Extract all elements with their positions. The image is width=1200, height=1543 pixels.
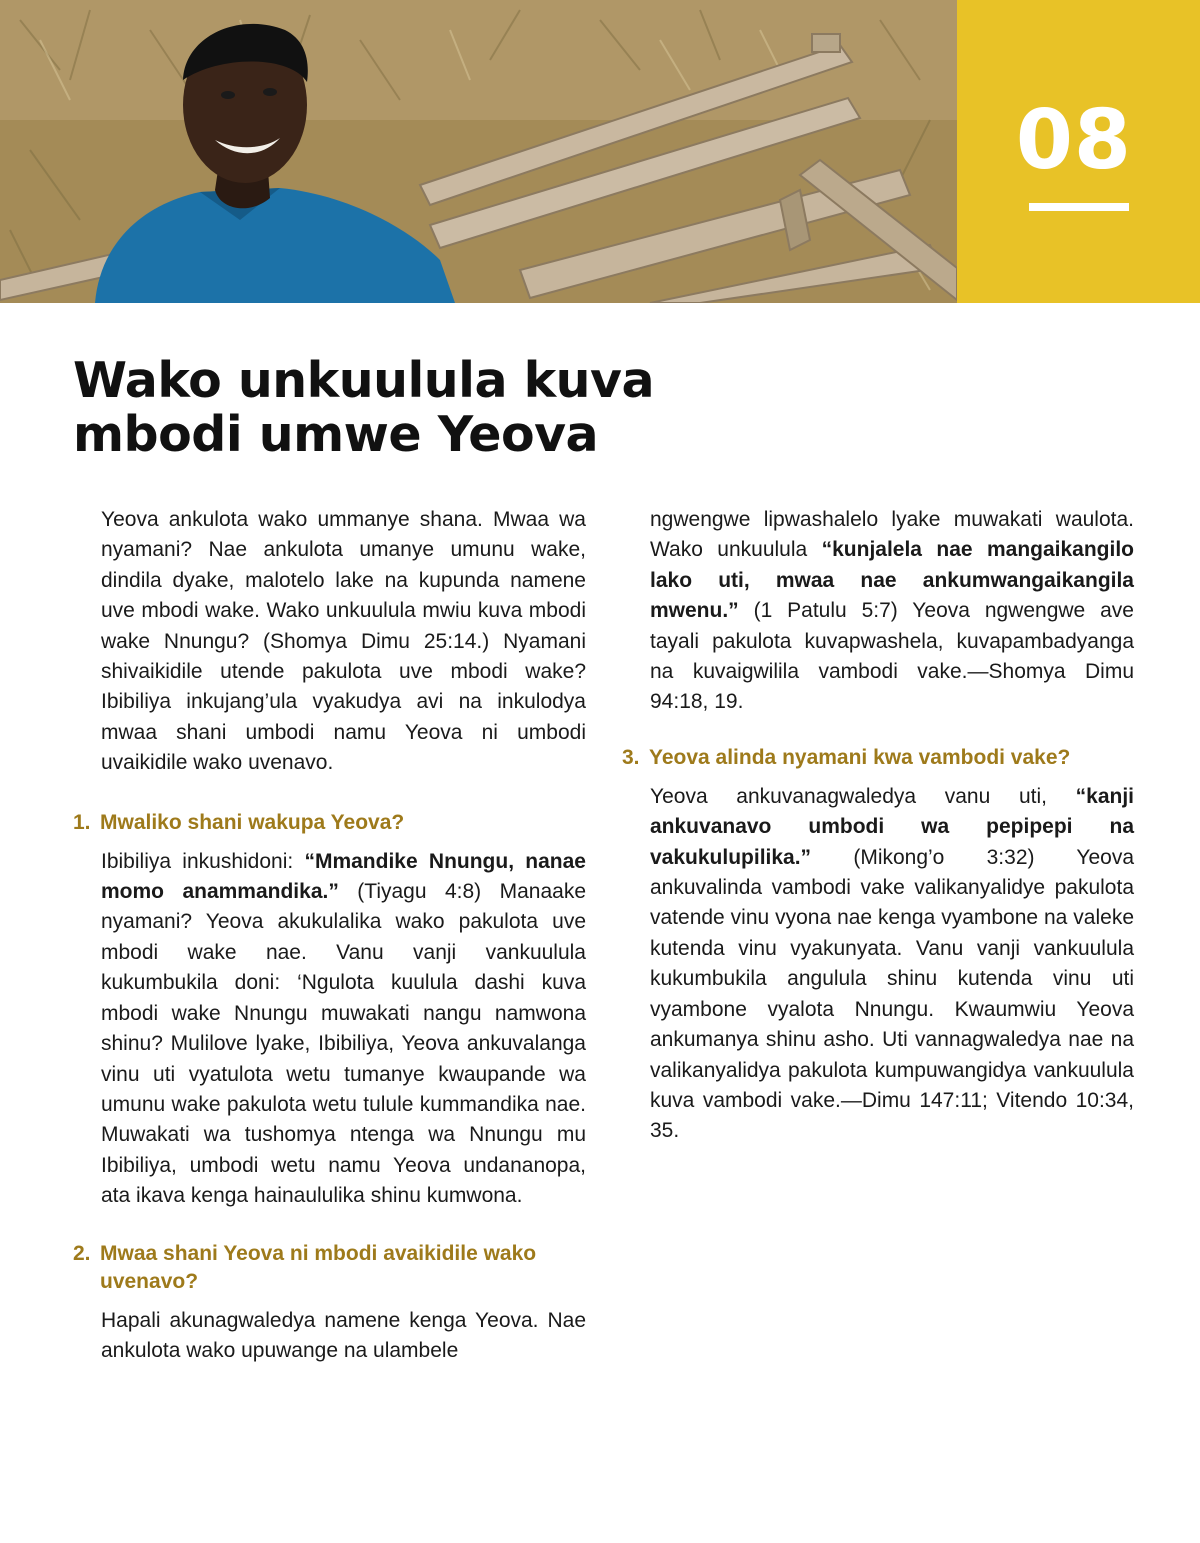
section2-number: 2. xyxy=(73,1241,91,1265)
section2-paragraph-start: Hapali akunagwaledya namene kenga Yeova. Nae ankulota wako upuwange na ulambele xyxy=(101,1308,586,1362)
section3-heading xyxy=(622,744,1134,772)
section3-text-after: (Mikong’o 3:32) Yeova ankuvalinda vambodi vake valikanyalidye pakulota vatende vinu vyona nae kenga vyambone na valeke kutenda vinu vyakunyata. Vanu vanji vankuulula kukumbukila angulula shinu kutenda vinu uti vyambone vyalota Nnungu. Kwaumwiu Yeova ankumanya shinu asho. Uti vannagwaledya nae na valikanyalidya pakulota kumpuwangidya vankuulula kuva vambodi vake.—Dimu 147:11; Vitendo 10:34, 35. xyxy=(650,845,1134,1143)
lesson-number: 08 xyxy=(1015,93,1132,188)
lesson-number-underline xyxy=(1029,203,1129,211)
section1-number: 1. xyxy=(73,810,91,834)
section3-number: 3. xyxy=(622,745,640,769)
right-column xyxy=(622,505,1134,1147)
section1-text-before: Ibibiliya inkushidoni: xyxy=(101,849,305,873)
section1-heading xyxy=(73,809,586,837)
section1-paragraph xyxy=(73,847,586,1212)
hero-illustration xyxy=(0,0,957,303)
section2-paragraph-continued xyxy=(622,505,1134,718)
hero-photo xyxy=(0,0,957,303)
lesson-number-badge xyxy=(957,0,1200,303)
section1-text-after: (Tiyagu 4:8) Manaake nyamani? Yeova akukulalika wako pakulota uve mbodi wake nae. Vanu vanji vankuulula kukumbukila doni: ‘Ngulota kuulula dashi kuva mbodi wake Nnungu muwakati nangu namwona shinu? Mulilove lyake, Ibibiliya, Yeova ankuvalanga vinu uti vyatulota wetu tumanye kwaupande wa umunu wake pakulota wetu tulule kummandika nae. Muwakati wa tushomya ntenga wa Nnungu mu Ibibiliya, umbodi wetu namu Yeova undananopa, ata ikava kenga hainaululika shinu kumwona. xyxy=(101,880,586,1208)
left-column xyxy=(73,505,586,1366)
section2-text-before: ngwengwe lipwashalelo lyake muwakati waulota. Wako unkuulula xyxy=(650,508,1134,562)
page-title-line1: Wako unkuulula kuva xyxy=(73,352,655,409)
page-title-line2: mbodi umwe Yeova xyxy=(73,406,599,463)
section2-heading xyxy=(73,1240,586,1296)
section2-text-after: (1 Patulu 5:7) Yeova ngwengwe ave tayali pakulota kuvapwashela, kuvapambadyanga na kuvaigwilila vambodi vake.—Shomya Dimu 94:18, 19. xyxy=(650,599,1134,714)
section1-quote: “Mmandike Nnungu, nanae momo anammandika.” xyxy=(101,849,586,904)
section3-quote: “kanji ankuvanavo umbodi wa pepipepi na vakukulupilika.” xyxy=(650,784,1134,869)
section3-paragraph xyxy=(622,782,1134,1147)
section3-heading-text: Yeova alinda nyamani kwa vambodi vake? xyxy=(649,745,1071,769)
intro-paragraph: Yeova ankulota wako ummanye shana. Mwaa wa nyamani? Nae ankulota umanye umunu wake, dindila dyake, malotelo lake na kupunda namene uve mbodi wake. Wako unkuulula mwiu kuva mbodi wake Nnungu? (Shomya Dimu 25:14.) Nyamani shivaikidile utende pakulota uve mbodi wake? Ibibiliya inkujang’ula vyakudya avi na inkulodya mwaa shani umbodi namu Yeova ni umbodi uvaikidile wako uvenavo. xyxy=(101,508,586,775)
page-title xyxy=(73,354,713,462)
section3-text-before: Yeova ankuvanagwaledya vanu uti, xyxy=(650,784,1076,808)
section1-heading-text: Mwaliko shani wakupa Yeova? xyxy=(100,810,405,834)
section2-quote: “kunjalela nae mangaikangilo lako uti, mwaa nae ankumwangaikangila mwenu.” xyxy=(650,538,1134,623)
section2-heading-text: Mwaa shani Yeova ni mbodi avaikidile wako uvenavo? xyxy=(100,1241,537,1293)
